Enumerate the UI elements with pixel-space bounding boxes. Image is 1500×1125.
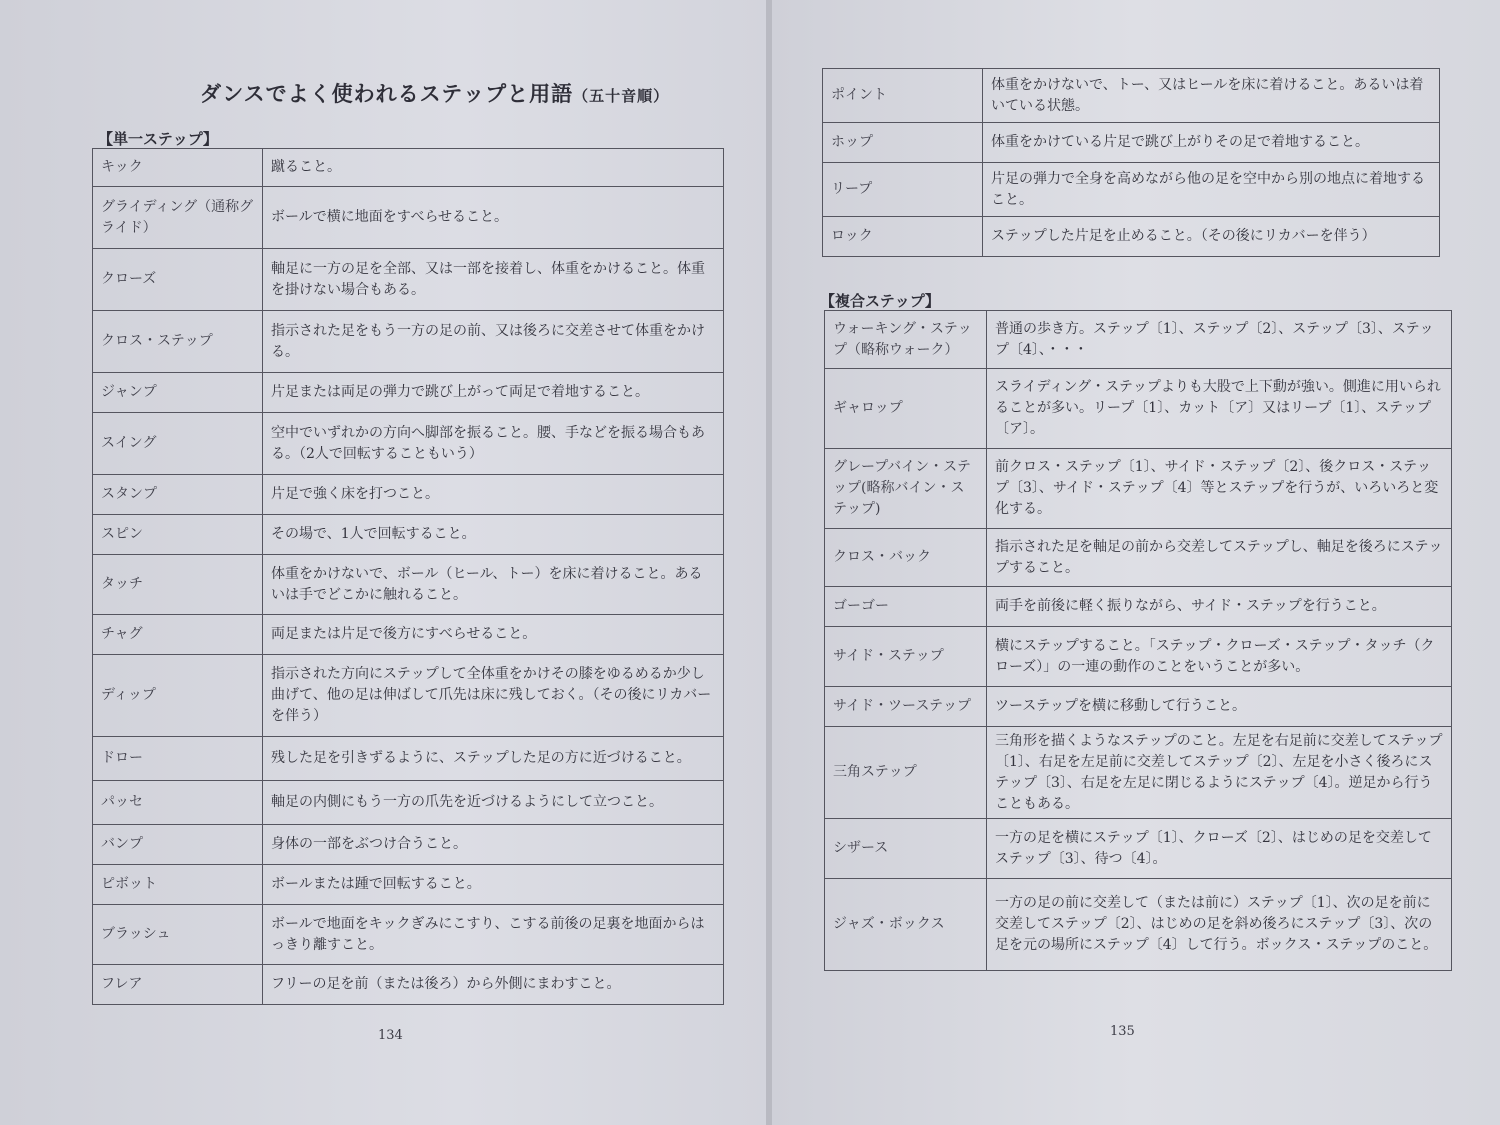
term-cell: クローズ (93, 249, 263, 311)
section-heading-single: 【単一ステップ】 (98, 130, 218, 148)
description-cell: 軸足の内側にもう一方の爪先を近づけるようにして立つこと。 (263, 781, 724, 825)
table-row (825, 529, 1452, 587)
term-cell: ドロー (93, 737, 263, 781)
description-cell: 指示された方向にステップして全体重をかけその膝をゆるめるか少し曲げて、他の足は伸ばして爪先は床に残しておく。（その後にリカバーを伴う） (263, 655, 724, 737)
term-cell: 三角ステップ (825, 727, 987, 819)
description-cell: 前クロス・ステップ〔1〕、サイド・ステップ〔2〕、後クロス・ステップ〔3〕、サイド・ステップ〔4〕等とステップを行うが、いろいろと変化する。 (987, 449, 1452, 529)
term-cell: サイド・ツーステップ (825, 687, 987, 727)
description-cell: 普通の歩き方。ステップ〔1〕、ステップ〔2〕、ステップ〔3〕、ステップ〔4〕、・・・ (987, 311, 1452, 369)
table-row (93, 149, 724, 187)
description-cell: 身体の一部をぶつけ合うこと。 (263, 825, 724, 865)
description-cell: 両手を前後に軽く振りながら、サイド・ステップを行うこと。 (987, 587, 1452, 627)
term-cell: ウォーキング・ステップ（略称ウォーク） (825, 311, 987, 369)
term-cell: グライディング（通称グライド） (93, 187, 263, 249)
term-cell: シザース (825, 819, 987, 879)
term-cell: サイド・ステップ (825, 627, 987, 687)
right-page (772, 0, 1500, 1125)
description-cell: ボールまたは踵で回転すること。 (263, 865, 724, 905)
term-cell: ギャロップ (825, 369, 987, 449)
table-row (93, 249, 724, 311)
description-cell: 軸足に一方の足を全部、又は一部を接着し、体重をかけること。体重を掛けない場合もある。 (263, 249, 724, 311)
table-row (825, 819, 1452, 879)
single-step-table (92, 148, 724, 1005)
description-cell: 体重をかけないで、トー、又はヒールを床に着けること。あるいは着いている状態。 (983, 69, 1440, 123)
page-number-right: 135 (1110, 1024, 1135, 1039)
term-cell: チャグ (93, 615, 263, 655)
table-row (825, 587, 1452, 627)
term-cell: リープ (823, 163, 983, 217)
table-row (93, 373, 724, 413)
description-cell: その場で、1人で回転すること。 (263, 515, 724, 555)
term-cell: タッチ (93, 555, 263, 615)
term-cell: ピボット (93, 865, 263, 905)
term-cell: ディップ (93, 655, 263, 737)
description-cell: 一方の足を横にステップ〔1〕、クローズ〔2〕、はじめの足を交差してステップ〔3〕、待つ〔4〕。 (987, 819, 1452, 879)
table-row (93, 905, 724, 965)
term-cell: バンプ (93, 825, 263, 865)
table-row (825, 449, 1452, 529)
description-cell: 残した足を引きずるように、ステップした足の方に近づけること。 (263, 737, 724, 781)
description-cell: 片足の弾力で全身を高めながら他の足を空中から別の地点に着地すること。 (983, 163, 1440, 217)
compound-step-table (824, 310, 1452, 971)
term-cell: パッセ (93, 781, 263, 825)
table-row (93, 515, 724, 555)
term-cell: スイング (93, 413, 263, 475)
table-row (825, 879, 1452, 971)
table-row (93, 655, 724, 737)
description-cell: 横にステップすること。「ステップ・クローズ・ステップ・タッチ（クローズ）」の一連の動作のことをいうことが多い。 (987, 627, 1452, 687)
description-cell: 空中でいずれかの方向へ脚部を振ること。腰、手などを振る場合もある。（2人で回転することもいう） (263, 413, 724, 475)
table-row (93, 865, 724, 905)
table-row (93, 615, 724, 655)
table-row (93, 825, 724, 865)
term-cell: ブラッシュ (93, 905, 263, 965)
description-cell: ステップした片足を止めること。（その後にリカバーを伴う） (983, 217, 1440, 257)
term-cell: ゴーゴー (825, 587, 987, 627)
description-cell: 片足または両足の弾力で跳び上がって両足で着地すること。 (263, 373, 724, 413)
description-cell: 体重をかけている片足で跳び上がりその足で着地すること。 (983, 123, 1440, 163)
description-cell: フリーの足を前（または後ろ）から外側にまわすこと。 (263, 965, 724, 1005)
term-cell: ロック (823, 217, 983, 257)
term-cell: ジャンプ (93, 373, 263, 413)
term-cell: スタンプ (93, 475, 263, 515)
term-cell: クロス・ステップ (93, 311, 263, 373)
description-cell: 体重をかけないで、ボール（ヒール、トー）を床に着けること。あるいは手でどこかに触れること。 (263, 555, 724, 615)
table-row (823, 217, 1440, 257)
description-cell: 三角形を描くようなステップのこと。左足を右足前に交差してステップ〔1〕、右足を左足前に交差してステップ〔2〕、左足を小さく後ろにステップ〔3〕、右足を左足に閉じるようにステップ〔4〕。逆足から行うこともある。 (987, 727, 1452, 819)
description-cell: ボールで地面をキックぎみにこすり、こする前後の足裏を地面からはっきり離すこと。 (263, 905, 724, 965)
table-row (93, 187, 724, 249)
table-row (825, 687, 1452, 727)
title-suffix: （五十音順） (573, 87, 670, 105)
table-row (93, 555, 724, 615)
table-row (93, 475, 724, 515)
description-cell: 片足で強く床を打つこと。 (263, 475, 724, 515)
description-cell: 蹴ること。 (263, 149, 724, 187)
table-row (825, 369, 1452, 449)
term-cell: キック (93, 149, 263, 187)
term-cell: フレア (93, 965, 263, 1005)
table-row (825, 727, 1452, 819)
term-cell: ホップ (823, 123, 983, 163)
page-number-left: 134 (378, 1028, 403, 1043)
table-row (825, 627, 1452, 687)
description-cell: 指示された足を軸足の前から交差してステップし、軸足を後ろにステップすること。 (987, 529, 1452, 587)
table-row (93, 413, 724, 475)
description-cell: ボールで横に地面をすべらせること。 (263, 187, 724, 249)
description-cell: スライディング・ステップよりも大股で上下動が強い。側進に用いられることが多い。リープ〔1〕、カット〔ア〕又はリープ〔1〕、ステップ〔ア〕。 (987, 369, 1452, 449)
term-cell: グレープバイン・ステップ(略称バイン・ステップ) (825, 449, 987, 529)
description-cell: 一方の足の前に交差して（または前に）ステップ〔1〕、次の足を前に交差してステップ〔2〕、はじめの足を斜め後ろにステップ〔3〕、次の足を元の場所にステップ〔4〕して行う。ボックス・ステップのこと。 (987, 879, 1452, 971)
single-step-table-continued (822, 68, 1440, 257)
table-row (823, 69, 1440, 123)
table-row (825, 311, 1452, 369)
description-cell: 指示された足をもう一方の足の前、又は後ろに交差させて体重をかける。 (263, 311, 724, 373)
page-title (200, 78, 669, 108)
description-cell: 両足または片足で後方にすべらせること。 (263, 615, 724, 655)
table-row (93, 781, 724, 825)
title-text: ダンスでよく使われるステップと用語 (200, 82, 574, 106)
term-cell: クロス・バック (825, 529, 987, 587)
section-heading-compound: 【複合ステップ】 (820, 292, 940, 310)
table-row (93, 965, 724, 1005)
table-row (823, 123, 1440, 163)
term-cell: スピン (93, 515, 263, 555)
term-cell: ポイント (823, 69, 983, 123)
term-cell: ジャズ・ボックス (825, 879, 987, 971)
description-cell: ツーステップを横に移動して行うこと。 (987, 687, 1452, 727)
table-row (93, 311, 724, 373)
table-row (93, 737, 724, 781)
table-row (823, 163, 1440, 217)
